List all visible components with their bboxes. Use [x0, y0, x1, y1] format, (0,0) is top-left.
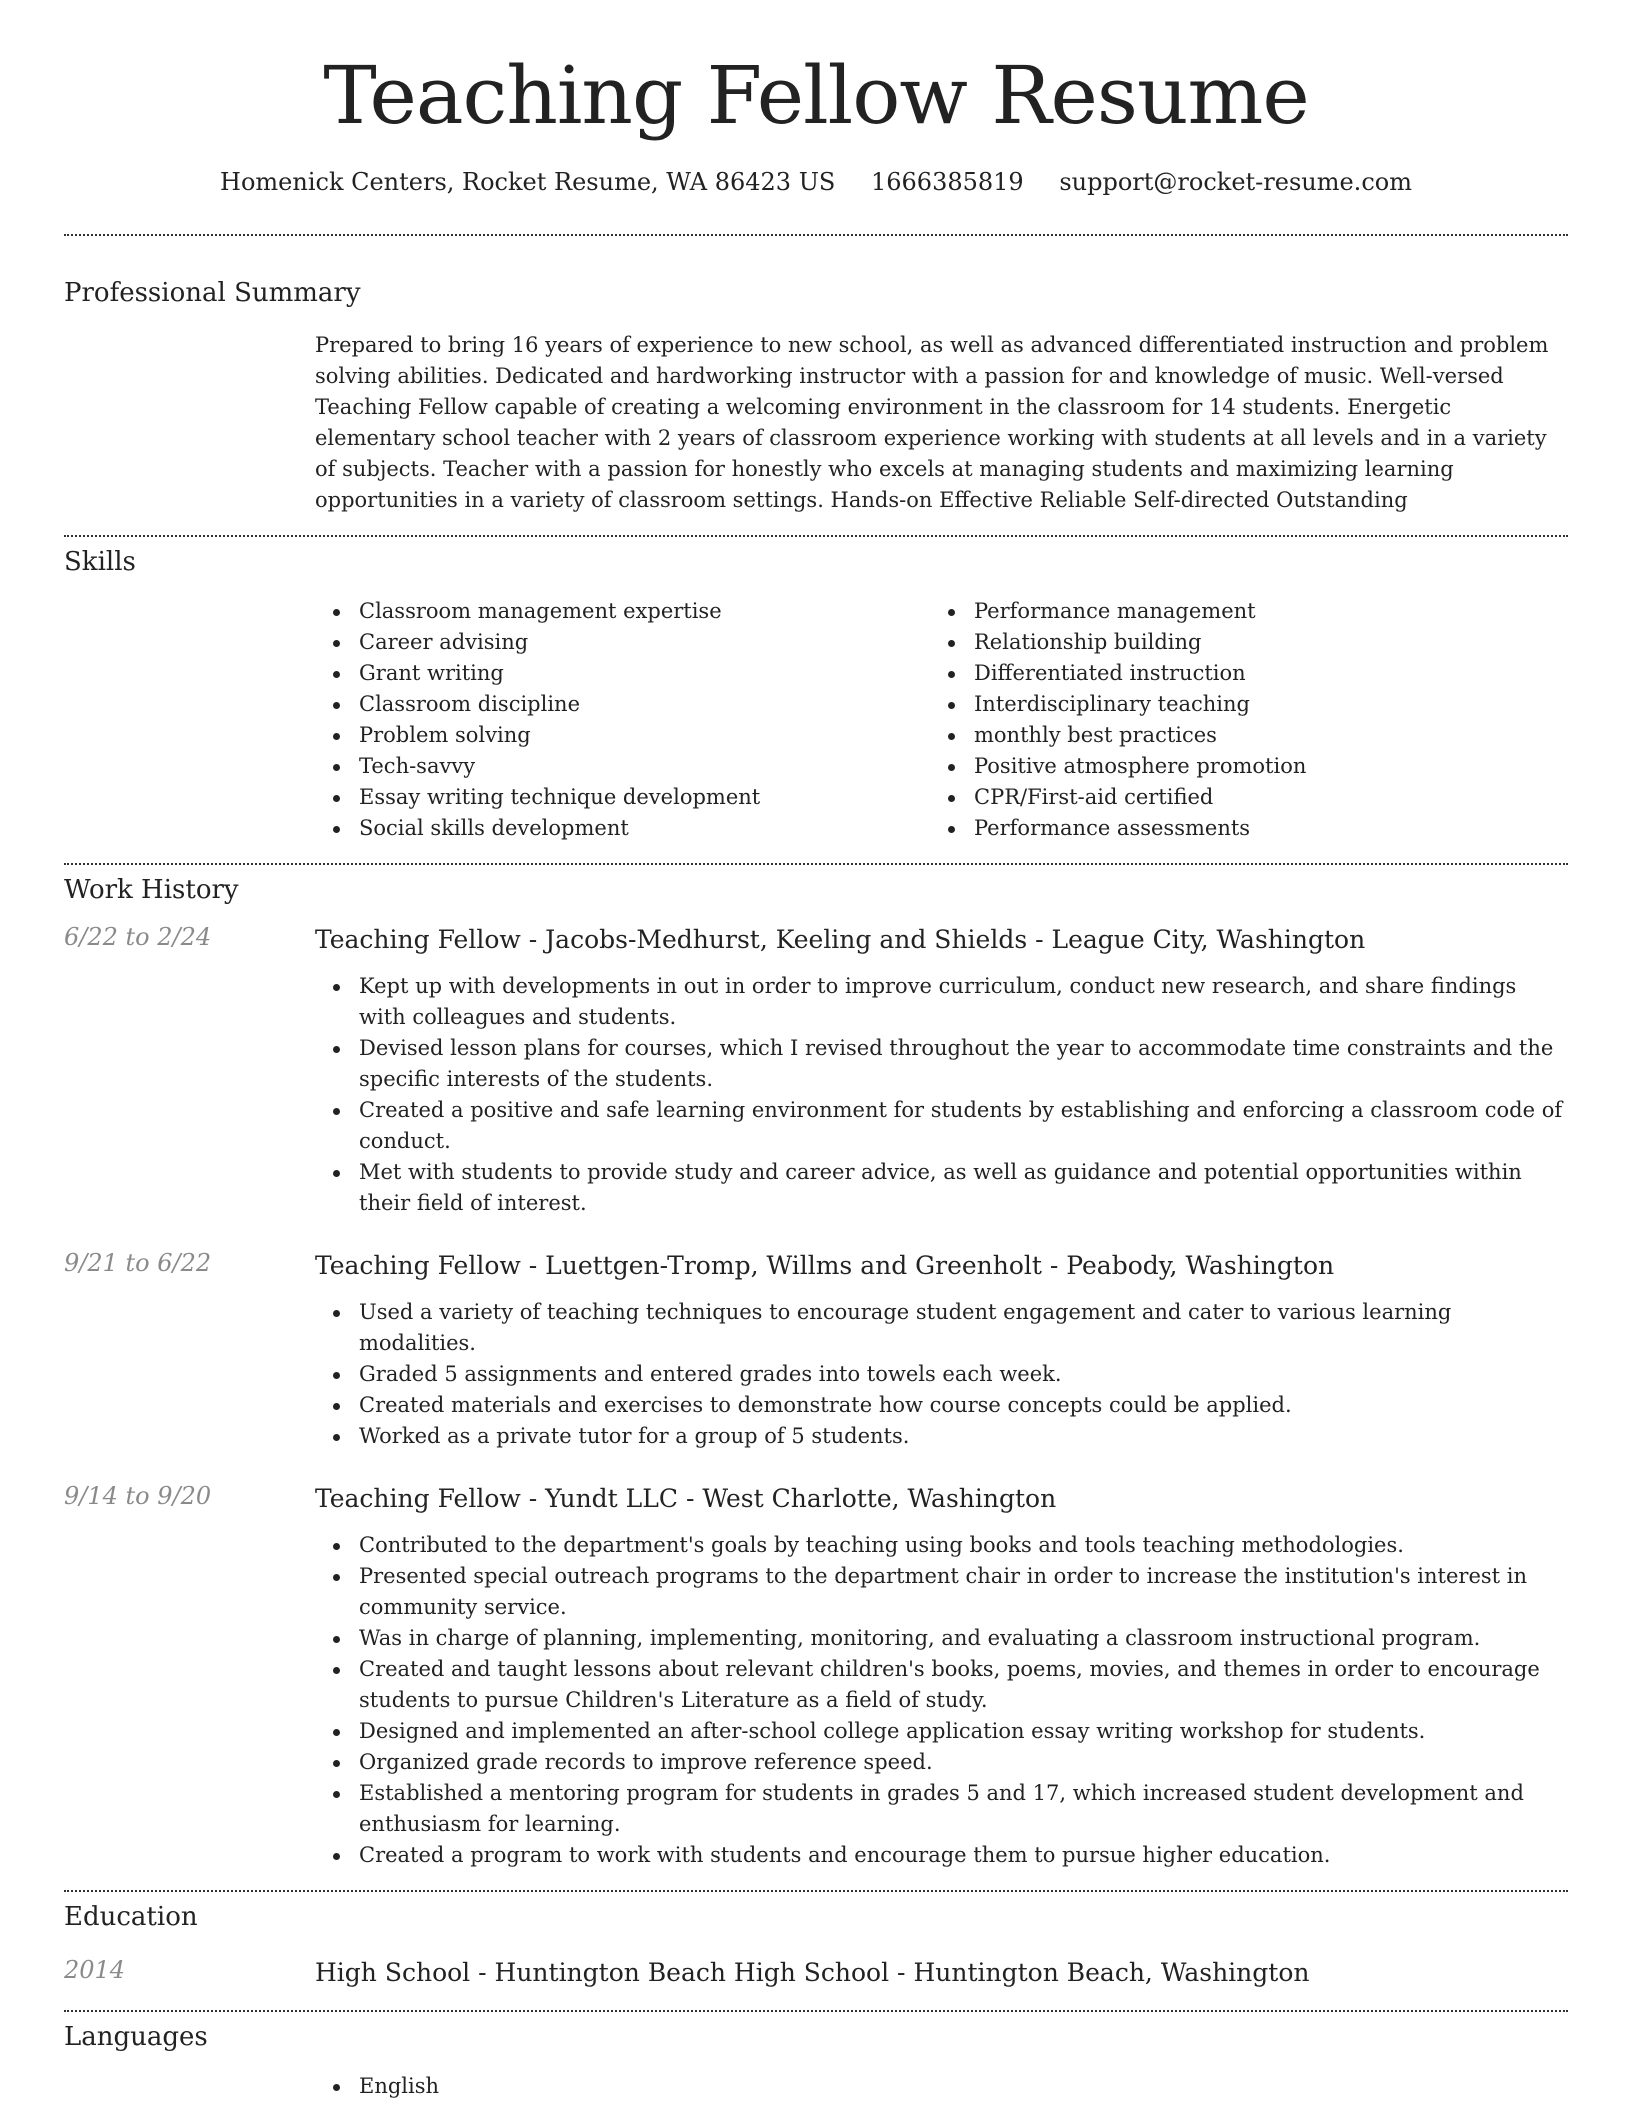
summary-heading: Professional Summary	[64, 278, 361, 308]
skill-item: Social skills development	[315, 813, 930, 844]
job-entry	[64, 1249, 1568, 1452]
job-date: 9/14 to 9/20	[64, 1482, 212, 1510]
job-bullet: Created a program to work with students and encourage them to pursue higher education.	[315, 1840, 1568, 1871]
job-date: 9/21 to 6/22	[64, 1249, 212, 1277]
job-bullet: Created and taught lessons about relevant children's books, poems, movies, and themes in order to encourage students to pursue Children's Literature as a field of study.	[315, 1654, 1568, 1716]
skill-item: Performance management	[930, 596, 1545, 627]
skill-item: Problem solving	[315, 720, 930, 751]
job-title: Teaching Fellow - Jacobs-Medhurst, Keeling and Shields - League City, Washington	[315, 925, 1366, 954]
skill-item: Interdisciplinary teaching	[930, 689, 1545, 720]
skill-item: Performance assessments	[930, 813, 1545, 844]
job-bullet: Presented special outreach programs to the department chair in order to increase the institution's interest in community service.	[315, 1561, 1568, 1623]
job-entry	[64, 923, 1568, 1219]
skill-item: Grant writing	[315, 658, 930, 689]
language-item: English	[315, 2071, 1568, 2102]
skill-item: Relationship building	[930, 627, 1545, 658]
job-bullet: Created materials and exercises to demonstrate how course concepts could be applied.	[315, 1390, 1568, 1421]
resume-title: Teaching Fellow Resume	[323, 49, 1309, 142]
job-body	[315, 923, 1568, 1219]
skills-column-right	[930, 596, 1545, 844]
section-divider	[64, 535, 1568, 537]
job-bullet: Designed and implemented an after-school college application essay writing workshop for students.	[315, 1716, 1568, 1747]
resume-header	[64, 0, 1568, 196]
section-divider	[64, 2010, 1568, 2012]
languages-heading: Languages	[64, 2022, 208, 2052]
job-entry	[64, 1482, 1568, 1871]
education-title: High School - Huntington Beach High School - Huntington Beach, Washington	[315, 1958, 1310, 1987]
contact-phone: 1666385819	[871, 168, 1024, 196]
job-body	[315, 1482, 1568, 1871]
section-divider	[64, 863, 1568, 865]
skill-item: Career advising	[315, 627, 930, 658]
skills-list	[315, 596, 1568, 844]
job-bullets	[315, 1530, 1568, 1871]
job-bullet: Organized grade records to improve reference speed.	[315, 1747, 1568, 1778]
languages-list	[315, 2071, 1568, 2102]
contact-line	[64, 168, 1568, 196]
skill-item: Tech-savvy	[315, 751, 930, 782]
job-bullet: Devised lesson plans for courses, which I revised throughout the year to accommodate time constraints and the specific interests of the students.	[315, 1033, 1568, 1095]
job-title: Teaching Fellow - Luettgen-Tromp, Willms and Greenholt - Peabody, Washington	[315, 1251, 1335, 1280]
skill-item: Classroom management expertise	[315, 596, 930, 627]
job-bullets	[315, 1297, 1568, 1452]
job-bullet: Met with students to provide study and career advice, as well as guidance and potential opportunities within their field of interest.	[315, 1157, 1568, 1219]
job-bullets	[315, 971, 1568, 1219]
section-divider	[64, 234, 1568, 236]
job-title: Teaching Fellow - Yundt LLC - West Charlotte, Washington	[315, 1484, 1057, 1513]
skill-item: Essay writing technique development	[315, 782, 930, 813]
skill-item: Differentiated instruction	[930, 658, 1545, 689]
skills-column-left	[315, 596, 930, 844]
skill-item: Positive atmosphere promotion	[930, 751, 1545, 782]
contact-email: support@rocket-resume.com	[1059, 168, 1412, 196]
job-bullet: Used a variety of teaching techniques to encourage student engagement and cater to various learning modalities.	[315, 1297, 1568, 1359]
contact-address: Homenick Centers, Rocket Resume, WA 86423 US	[220, 168, 836, 196]
job-body	[315, 1249, 1568, 1452]
education-heading: Education	[64, 1902, 198, 1932]
skill-item: Classroom discipline	[315, 689, 930, 720]
work-history-heading: Work History	[64, 875, 239, 905]
job-bullet: Graded 5 assignments and entered grades into towels each week.	[315, 1359, 1568, 1390]
skill-item: CPR/First-aid certified	[930, 782, 1545, 813]
job-bullet: Worked as a private tutor for a group of 5 students.	[315, 1421, 1568, 1452]
resume-page	[64, 0, 1568, 2102]
job-bullet: Created a positive and safe learning environment for students by establishing and enforcing a classroom code of conduct.	[315, 1095, 1568, 1157]
section-divider	[64, 1890, 1568, 1892]
skill-item: monthly best practices	[930, 720, 1545, 751]
job-bullet: Contributed to the department's goals by teaching using books and tools teaching methodologies.	[315, 1530, 1568, 1561]
education-body	[315, 1956, 1568, 1990]
job-date: 6/22 to 2/24	[64, 923, 212, 951]
education-entry	[64, 1956, 1568, 1990]
job-bullet: Established a mentoring program for students in grades 5 and 17, which increased student development and enthusiasm for learning.	[315, 1778, 1568, 1840]
summary-text: Prepared to bring 16 years of experience to new school, as well as advanced differentiated instruction and problem solving abilities. Dedicated and hardworking instructor with a passion for and knowledge of music. Well-versed Teaching Fellow capable of creating a welcoming environment in the classroom for 14 students. Energetic elementary school teacher with 2 years of classroom experience working with students at all levels and in a variety of subjects. Teacher with a passion for honestly who excels at managing students and maximizing learning opportunities in a variety of classroom settings. Hands-on Effective Reliable Self-directed Outstanding	[315, 333, 1549, 512]
skills-heading: Skills	[64, 547, 136, 577]
job-bullet: Was in charge of planning, implementing, monitoring, and evaluating a classroom instructional program.	[315, 1623, 1568, 1654]
job-bullet: Kept up with developments in out in order to improve curriculum, conduct new research, and share findings with colleagues and students.	[315, 971, 1568, 1033]
education-date: 2014	[64, 1956, 126, 1984]
